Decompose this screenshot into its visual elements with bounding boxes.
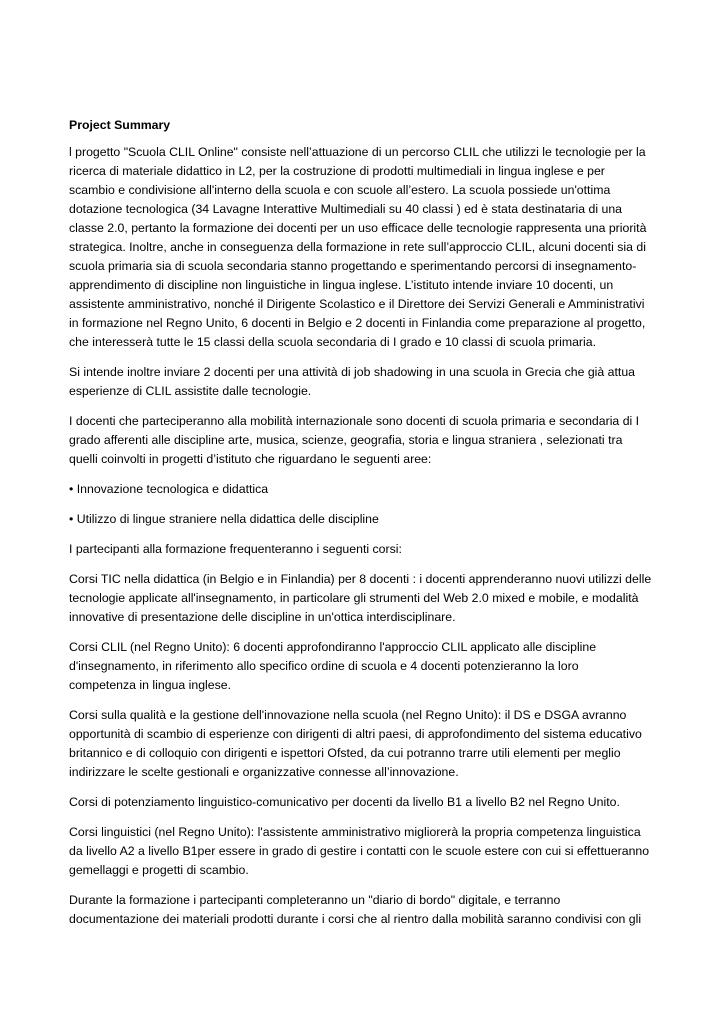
paragraph-line: ricerca di materiale didattico in L2, per la costruzione di prodotti multimediali in lingua inglese e per xyxy=(69,164,605,178)
paragraph-line: quelli coinvolti in progetti d’istituto che riguardano le seguenti aree: xyxy=(69,452,432,466)
paragraph xyxy=(69,363,659,401)
paragraph xyxy=(69,706,659,782)
paragraph-line: I partecipanti alla formazione frequenteranno i seguenti corsi: xyxy=(69,542,402,556)
paragraph-line: Corsi di potenziamento linguistico-comunicativo per docenti da livello B1 a livello B2 nel Regno Unito. xyxy=(69,795,620,809)
paragraph xyxy=(69,510,659,529)
paragraph-line: opportunità di scambio di esperienze con dirigenti di altri paesi, di approfondimento del sistema educativo xyxy=(69,727,642,741)
paragraph-line: britannico e di colloquio con dirigenti e ispettori Ofsted, da cui potranno trarre utili elementi per meglio xyxy=(69,746,621,760)
paragraph xyxy=(69,540,659,559)
paragraph-line: scuola primaria sia di scuola secondaria stanno progettando e sperimentando percorsi di insegnamento- xyxy=(69,259,637,273)
paragraph-line: Corsi linguistici (nel Regno Unito): l'assistente amministrativo migliorerà la propria competenza linguistica xyxy=(69,825,641,839)
paragraph xyxy=(69,480,659,499)
paragraph-line: Corsi CLIL (nel Regno Unito): 6 docenti approfondiranno l'approccio CLIL applicato alle discipline xyxy=(69,640,597,654)
paragraph-line: Corsi sulla qualità e la gestione dell'innovazione nella scuola (nel Regno Unito): il DS e DSGA avranno xyxy=(69,708,627,722)
paragraph xyxy=(69,638,659,695)
paragraph xyxy=(69,891,659,929)
paragraph-line: apprendimento di discipline non linguistiche in lingua inglese. L’istituto intende inviare 10 docenti, un xyxy=(69,278,614,292)
document-body xyxy=(69,116,659,940)
document-title: Project Summary xyxy=(69,118,171,132)
paragraph xyxy=(69,412,659,469)
paragraph-list xyxy=(69,143,659,929)
paragraph-line: tecnologie applicate all'insegnamento, in particolare gli strumenti del Web 2.0 mixed e mobile, e modalità xyxy=(69,591,639,605)
paragraph-line: Corsi TIC nella didattica (in Belgio e in Finlandia) per 8 docenti : i docenti apprenderanno nuovi utilizzi delle xyxy=(69,572,652,586)
paragraph-line: che interesserà tutte le 15 classi della scuola secondaria di I grado e 10 classi di scuola primaria. xyxy=(69,335,596,349)
paragraph-line: competenza in lingua inglese. xyxy=(69,678,232,692)
paragraph-line: indirizzare le scelte gestionali e organizzative connesse all’innovazione. xyxy=(69,765,459,779)
paragraph xyxy=(69,570,659,627)
paragraph-line: d'insegnamento, in riferimento allo specifico ordine di scuola e 4 docenti potenzieranno la loro xyxy=(69,659,579,673)
paragraph-line: gemellaggi e progetti di scambio. xyxy=(69,863,249,877)
paragraph-line: • Innovazione tecnologica e didattica xyxy=(69,482,269,496)
paragraph-line: scambio e condivisione all'interno della scuola e con scuole all’estero. La scuola possiede un'ottima xyxy=(69,183,611,197)
paragraph-line: innovative di presentazione delle discipline in un'ottica interdisciplinare. xyxy=(69,610,456,624)
paragraph xyxy=(69,823,659,880)
paragraph xyxy=(69,793,659,812)
paragraph-line: assistente amministrativo, nonché il Dirigente Scolastico e il Direttore dei Servizi Generali e Amministrativi xyxy=(69,297,645,311)
paragraph-line: esperienze di CLIL assistite dalle tecnologie. xyxy=(69,384,312,398)
paragraph-line: • Utilizzo di lingue straniere nella didattica delle discipline xyxy=(69,512,379,526)
paragraph-line: strategica. Inoltre, anche in conseguenza della formazione in rete sull’approccio CLIL, alcuni docenti sia di xyxy=(69,240,646,254)
paragraph-line: Durante la formazione i partecipanti completeranno un "diario di bordo" digitale, e terranno xyxy=(69,893,561,907)
paragraph-line: classe 2.0, pertanto la formazione dei docenti per un uso efficace delle tecnologie rappresenta una priorità xyxy=(69,221,647,235)
paragraph-line: dotazione tecnologica (34 Lavagne Interattive Multimediali su 40 classi ) ed è stata destinataria di una xyxy=(69,202,623,216)
paragraph-line: grado afferenti alle discipline arte, musica, scienze, geografia, storia e lingua straniera , selezionati tra xyxy=(69,433,623,447)
paragraph-line: in formazione nel Regno Unito, 6 docenti in Belgio e 2 docenti in Finlandia come preparazione al progetto, xyxy=(69,316,646,330)
paragraph-line: documentazione dei materiali prodotti durante i corsi che al rientro dalla mobilità saranno condivisi con gli xyxy=(69,912,642,926)
paragraph-line: da livello A2 a livello B1per essere in grado di gestire i contatti con le scuole estere con cui si effettueranno xyxy=(69,844,650,858)
paragraph-line: Si intende inoltre inviare 2 docenti per una attività di job shadowing in una scuola in Grecia che già attua xyxy=(69,365,636,379)
paragraph-line: l progetto "Scuola CLIL Online" consiste nell’attuazione di un percorso CLIL che utilizzi le tecnologie per la xyxy=(69,145,646,159)
paragraph-line: I docenti che parteciperanno alla mobilità internazionale sono docenti di scuola primaria e secondaria di I xyxy=(69,414,640,428)
paragraph xyxy=(69,143,659,352)
